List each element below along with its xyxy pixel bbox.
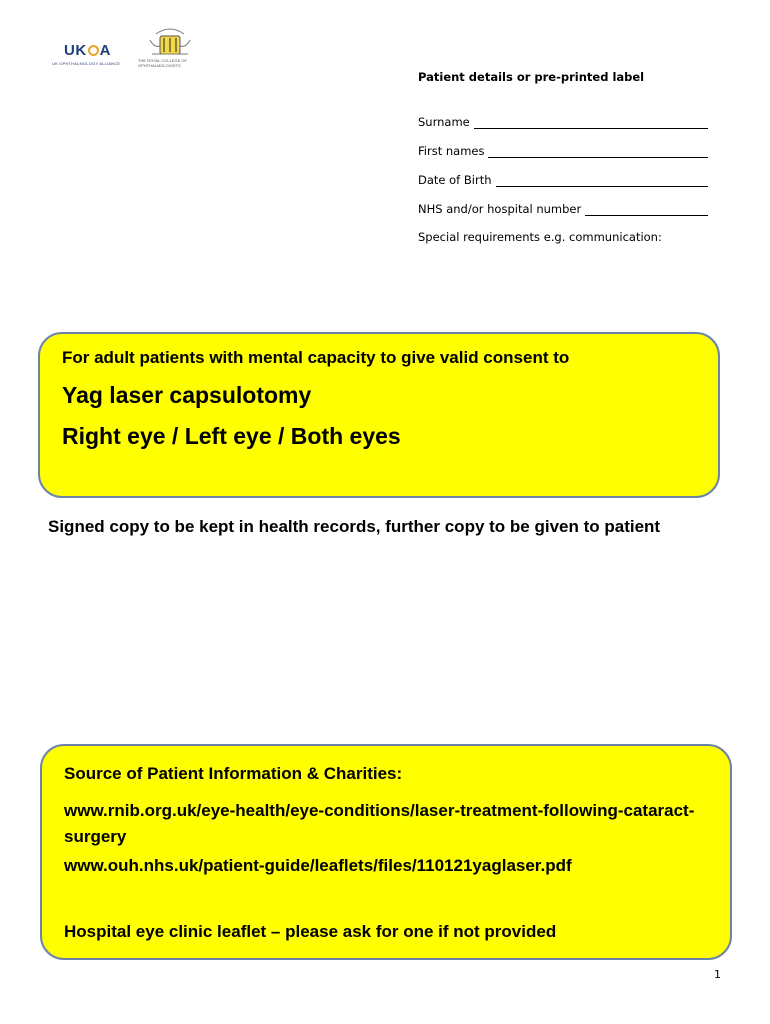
consent-intro: For adult patients with mental capacity to give valid consent to <box>62 348 570 367</box>
ukoa-tagline: UK OPHTHALMOLOGY ALLIANCE <box>52 61 121 66</box>
nhs-number-label: NHS and/or hospital number <box>418 202 582 216</box>
rnib-link[interactable]: www.rnib.org.uk/eye-health/eye-conditions/laser-treatment-following-cataract-surgery <box>64 801 695 846</box>
dob-line[interactable] <box>496 173 709 187</box>
surname-label: Surname <box>418 115 470 129</box>
eye-selection[interactable]: Right eye / Left eye / Both eyes <box>62 423 401 449</box>
ouh-leaflet-link[interactable]: www.ouh.nhs.uk/patient-guide/leaflets/files/110121yaglaser.pdf <box>64 856 572 875</box>
signed-copy-note: Signed copy to be kept in health records, further copy to be given to patient <box>48 517 661 536</box>
patient-details-heading: Patient details or pre-printed label <box>418 70 645 84</box>
ukoa-ring-icon <box>88 45 99 56</box>
procedure-title: Yag laser capsulotomy <box>62 382 312 408</box>
nhs-number-line[interactable] <box>585 202 708 216</box>
info-sources-title: Source of Patient Information & Charities: <box>64 764 403 783</box>
rco-tagline: THE ROYAL COLLEGE OF OPHTHALMOLOGISTS <box>138 58 187 68</box>
ukoa-logo <box>50 42 132 72</box>
page-number: 1 <box>714 968 721 981</box>
first-names-label: First names <box>418 144 485 158</box>
dob-label: Date of Birth <box>418 173 492 187</box>
first-names-line[interactable] <box>488 144 708 158</box>
clinic-leaflet-note: Hospital eye clinic leaflet – please ask for one if not provided <box>64 922 557 941</box>
dob-field[interactable] <box>418 158 708 187</box>
surname-field[interactable] <box>418 100 708 129</box>
surname-line[interactable] <box>474 115 708 129</box>
consent-box <box>38 332 720 498</box>
patient-info-box <box>40 744 732 960</box>
nhs-number-field[interactable] <box>418 187 708 216</box>
first-names-field[interactable] <box>418 129 708 158</box>
special-requirements-label: Special requirements e.g. communication: <box>418 230 662 244</box>
ukoa-mark-end: A <box>99 42 112 59</box>
header-logos <box>50 26 210 74</box>
ukoa-mark-text: UK <box>64 42 87 59</box>
patient-details-section <box>418 70 708 244</box>
